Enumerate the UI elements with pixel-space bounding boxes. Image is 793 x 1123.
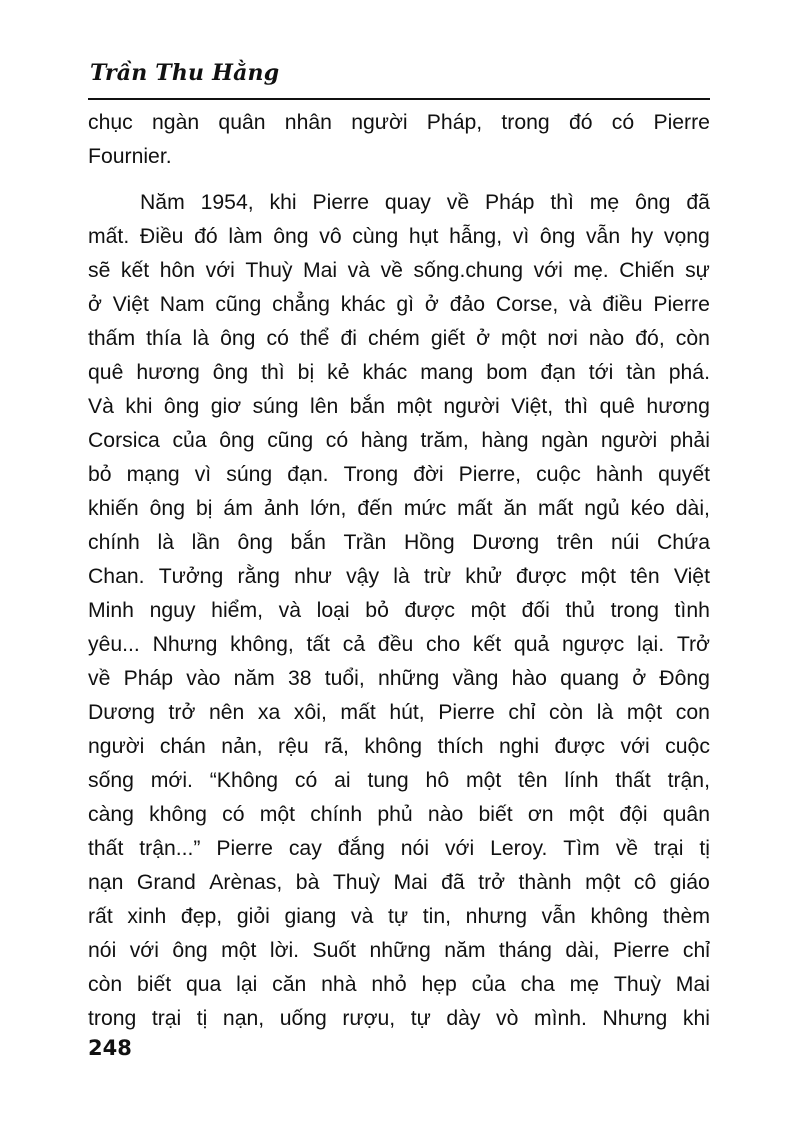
text-line: Minh nguy hiểm, và loại bỏ được một đối thủ trong tình [88,599,710,622]
text-line: yêu... Nhưng không, tất cả đều cho kết quả ngược lại. Trở [88,633,710,656]
text-line: Dương trở nên xa xôi, mất hút, Pierre chỉ còn là một con [88,701,710,724]
text-line: bỏ mạng vì súng đạn. Trong đời Pierre, cuộc hành quyết [88,463,710,486]
text-line: về Pháp vào năm 38 tuổi, những vầng hào quang ở Đông [88,667,710,690]
text-line: rất xinh đẹp, giỏi giang và tự tin, nhưng vẫn không thèm [88,905,710,928]
text-line: Và khi ông giơ súng lên bắn một người Việt, thì quê hương [88,395,710,418]
text-line: trong trại tị nạn, uống rượu, tự dày vò mình. Nhưng khi [88,1007,710,1030]
text-line: sẽ kết hôn với Thuỳ Mai và về sống.chung với mẹ. Chiến sự [88,259,710,282]
text-line: mất. Điều đó làm ông vô cùng hụt hẫng, vì ông vẫn hy vọng [88,225,710,248]
text-line: chục ngàn quân nhân người Pháp, trong đó có Pierre [88,111,710,134]
text-line: thấm thía là ông có thể đi chém giết ở một nơi nào đó, còn [88,327,710,350]
text-line: còn biết qua lại căn nhà nhỏ hẹp của cha mẹ Thuỳ Mai [88,973,710,996]
page-number: 248 [88,1036,132,1060]
text-line: nói với ông một lời. Suốt những năm tháng dài, Pierre chỉ [88,939,710,962]
paragraph-gap [88,174,710,186]
text-line: Fournier. [88,145,172,168]
text-line: Chan. Tưởng rằng như vậy là trừ khử được một tên Việt [88,565,710,588]
text-line: nạn Grand Arènas, bà Thuỳ Mai đã trở thành một cô giáo [88,871,710,894]
paragraph [88,186,710,1036]
text-line: Năm 1954, khi Pierre quay về Pháp thì mẹ ông đã [140,191,710,214]
running-header [88,58,710,100]
text-line: quê hương ông thì bị kẻ khác mang bom đạn tới tàn phá. [88,361,710,384]
text-line: Corsica của ông cũng có hàng trăm, hàng ngàn người phải [88,429,710,452]
paragraph [88,106,710,174]
author-name: Trần Thu Hằng [90,60,280,86]
text-line: ở Việt Nam cũng chẳng khác gì ở đảo Corse, và điều Pierre [88,293,710,316]
text-line: thất trận...” Pierre cay đắng nói với Leroy. Tìm về trại tị [88,837,710,860]
body-text [88,106,710,1036]
text-line: người chán nản, rệu rã, không thích nghi được với cuộc [88,735,710,758]
text-line: sống mới. “Không có ai tung hô một tên lính thất trận, [88,769,710,792]
text-line: càng không có một chính phủ nào biết ơn một đội quân [88,803,710,826]
text-line: chính là lần ông bắn Trần Hồng Dương trên núi Chứa [88,531,710,554]
text-line: khiến ông bị ám ảnh lớn, đến mức mất ăn mất ngủ kéo dài, [88,497,710,520]
